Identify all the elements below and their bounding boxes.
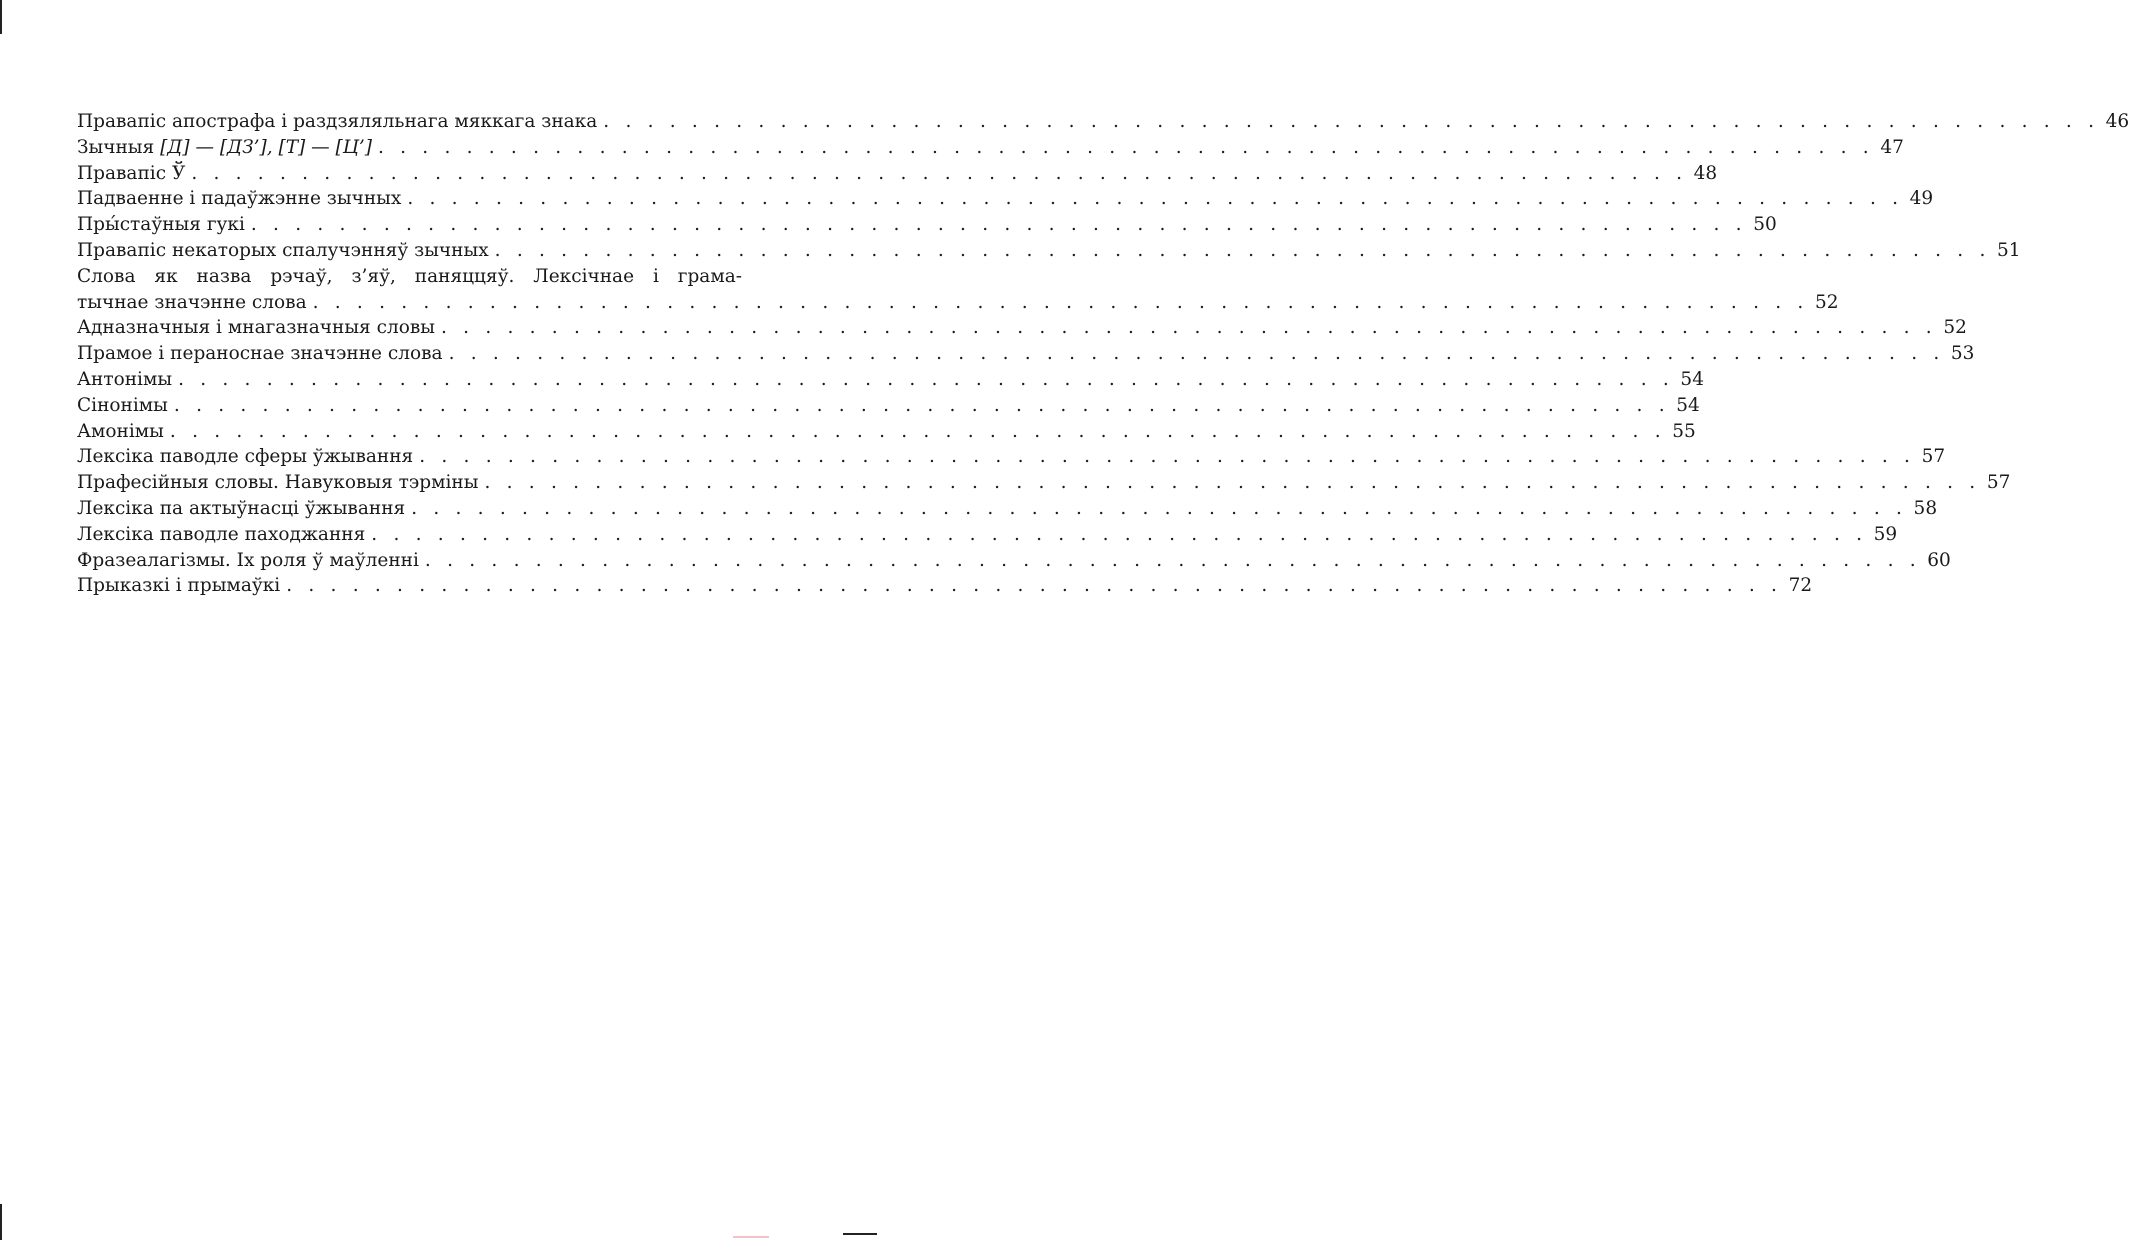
toc-leader-dots: . . . . . . . . . . . . . . . . . . . . . . . . . . . . . . . . . . . . . . . . . . . . . . . . . . . . . . . . . . . . . . . . . . . . (178, 368, 1674, 390)
toc-leader-dots: . . . . . . . . . . . . . . . . . . . . . . . . . . . . . . . . . . . . . . . . . . . . . . . . . . . . . . . . . . . . . . . . . . . . (411, 497, 1908, 519)
toc-entry-title: Падваенне і падаўжэнне зычных (77, 188, 402, 210)
toc-page-number: 58 (1913, 497, 1938, 519)
toc-leader-dots: . . . . . . . . . . . . . . . . . . . . . . . . . . . . . . . . . . . . . . . . . . . . . . . . . . . . . . . . . . . . . . . . . . . . (603, 111, 2100, 132)
toc-entry-title-italic: [Д] — [ДЗ’], [Т] — [Ц’] (160, 136, 372, 158)
toc-page-number: 53 (1950, 343, 1975, 365)
toc-entry-title: Правапіс некаторых спалучэнняў зычных (77, 239, 489, 261)
toc-entry-title: Правапіс апострафа і раздзяляльнага мяккага знака (77, 111, 598, 132)
toc-entry (77, 135, 1904, 161)
toc-leader-dots: . . . . . . . . . . . . . . . . . . . . . . . . . . . . . . . . . . . . . . . . . . . . . . . . . . . . . . . . . . . . . . . . . . . . (494, 239, 1991, 261)
toc-page-number: 48 (1693, 162, 1718, 184)
toc-leader-dots: . . . . . . . . . . . . . . . . . . . . . . . . . . . . . . . . . . . . . . . . . . . . . . . . . . . . . . . . . . . . . . . . . . . . (377, 136, 1874, 158)
toc-page-number: 60 (1927, 549, 1951, 571)
crop-mark-bottom-left (0, 1204, 2, 1240)
toc-entry (77, 315, 1967, 341)
toc-entry-title: Лексіка паводле сферы ўжывання (77, 446, 414, 468)
toc-leader-dots: . . . . . . . . . . . . . . . . . . . . . . . . . . . . . . . . . . . . . . . . . . . . . . . . . . . . . . . . . . . . . . . . . . . . (250, 214, 1747, 236)
toc-leader-dots: . . . . . . . . . . . . . . . . . . . . . . . . . . . . . . . . . . . . . . . . . . . . . . . . . . . . . . . . . . . . . . . . . . . . (484, 472, 1981, 494)
toc-entry (77, 393, 1700, 419)
toc-entry-title: Правапіс Ў (77, 162, 186, 184)
toc-leader-dots: . . . . . . . . . . . . . . . . . . . . . . . . . . . . . . . . . . . . . . . . . . . . . . . . . . . . . . . . . . . . . . . . . . . . (371, 523, 1868, 545)
toc-entry (77, 573, 1813, 599)
toc-page-number: 57 (1986, 472, 2011, 494)
toc-page-number: 59 (1873, 523, 1898, 545)
toc-leader-dots: . . . . . . . . . . . . . . . . . . . . . . . . . . . . . . . . . . . . . . . . . . . . . . . . . . . . . . . . . . . . . . . . . . . . (169, 420, 1666, 442)
toc-entry-title: Лексіка паводле паходжання (77, 523, 366, 545)
toc-entry (77, 470, 2011, 496)
toc-entry (77, 161, 1718, 187)
crop-mark-top-left (0, 0, 2, 34)
toc-entry-title: Пры́стаўныя гукі (77, 214, 245, 236)
toc-page-number: 49 (1909, 188, 1934, 210)
toc-page-number: 47 (1880, 136, 1904, 158)
toc-entry (77, 238, 2021, 264)
toc-page-number: 50 (1753, 214, 1777, 236)
toc-page-number: 57 (1921, 446, 1946, 468)
toc-entry-title: Прафесійныя словы. Навуковыя тэрміны (77, 472, 479, 494)
toc-page-number: 55 (1672, 420, 1696, 442)
toc-entry (77, 367, 1704, 393)
toc-leader-dots: . . . . . . . . . . . . . . . . . . . . . . . . . . . . . . . . . . . . . . . . . . . . . . . . . . . . . . . . . . . . . . . . . . . . (191, 162, 1688, 184)
toc-entry (77, 496, 1938, 522)
toc-page-number: 54 (1680, 368, 1704, 390)
toc-entry-title-plain: Зычныя (77, 136, 161, 158)
toc-page-number: 52 (1943, 317, 1967, 339)
toc-leader-dots: . . . . . . . . . . . . . . . . . . . . . . . . . . . . . . . . . . . . . . . . . . . . . . . . . . . . . . . . . . . . . . . . . . . . (441, 317, 1937, 339)
toc-entry (77, 264, 1839, 316)
toc-entry-title: Прамое і пераноснае значэнне слова (77, 343, 443, 365)
toc-entry-title-line2: тычнае значэнне слова (77, 291, 307, 313)
toc-entry (77, 419, 1696, 445)
toc-leader-dots: . . . . . . . . . . . . . . . . . . . . . . . . . . . . . . . . . . . . . . . . . . . . . . . . . . . . . . . . . . . . . . . . . . . . (286, 575, 1783, 597)
toc-leader-dots: . . . . . . . . . . . . . . . . . . . . . . . . . . . . . . . . . . . . . . . . . . . . . . . . . . . . . . . . . . . . . . . . . . . . (448, 343, 1945, 365)
toc-page-number: 51 (1997, 239, 2021, 261)
toc-entry-title: Антонімы (77, 368, 173, 390)
toc-entry-title (77, 135, 372, 161)
toc-leader-dots: . . . . . . . . . . . . . . . . . . . . . . . . . . . . . . . . . . . . . . . . . . . . . . . . . . . . . . . . . . . . . . . . . . . . (312, 291, 1809, 313)
toc-leader-dots: . . . . . . . . . . . . . . . . . . . . . . . . . . . . . . . . . . . . . . . . . . . . . . . . . . . . . . . . . . . . . . . . . . . . (419, 446, 1916, 468)
crop-mark-bottom-mid (733, 1236, 769, 1238)
table-of-contents (77, 109, 2129, 599)
toc-entry-title: Прыказкі і прымаўкі (77, 575, 281, 597)
toc-leader-dots: . . . . . . . . . . . . . . . . . . . . . . . . . . . . . . . . . . . . . . . . . . . . . . . . . . . . . . . . . . . . . . . . . . . . (407, 188, 1904, 210)
toc-entry-title: Лексіка па актыўнасці ўжывання (77, 497, 406, 519)
toc-page-number: 72 (1788, 575, 1813, 597)
toc-entry (77, 212, 1777, 238)
toc-entry-line2 (77, 290, 1839, 316)
toc-entry (77, 186, 1934, 212)
toc-entry (77, 341, 1975, 367)
toc-entry-title: Фразеалагізмы. Іх роля ў маўленні (77, 549, 419, 571)
toc-entry (77, 522, 1898, 548)
toc-entry-title: Адназначныя і мнагазначныя словы (77, 317, 435, 339)
toc-page-number: 54 (1676, 394, 1700, 416)
toc-page-number: 46 (2105, 111, 2129, 132)
crop-mark-bottom-right (843, 1233, 877, 1235)
toc-entry (77, 109, 2129, 135)
toc-leader-dots: . . . . . . . . . . . . . . . . . . . . . . . . . . . . . . . . . . . . . . . . . . . . . . . . . . . . . . . . . . . . . . . . . . . . (173, 394, 1670, 416)
toc-entry-title-line1: Слова як назва рэчаў, з’яў, паняццяў. Лексічнае і грама- (77, 265, 742, 287)
toc-entry-title: Сінонімы (77, 394, 168, 416)
toc-page-number: 52 (1814, 291, 1839, 313)
toc-leader-dots: . . . . . . . . . . . . . . . . . . . . . . . . . . . . . . . . . . . . . . . . . . . . . . . . . . . . . . . . . . . . . . . . . . . . (424, 549, 1921, 571)
toc-entry-title: Амонімы (77, 420, 164, 442)
toc-entry (77, 548, 1951, 574)
toc-entry (77, 444, 1946, 470)
